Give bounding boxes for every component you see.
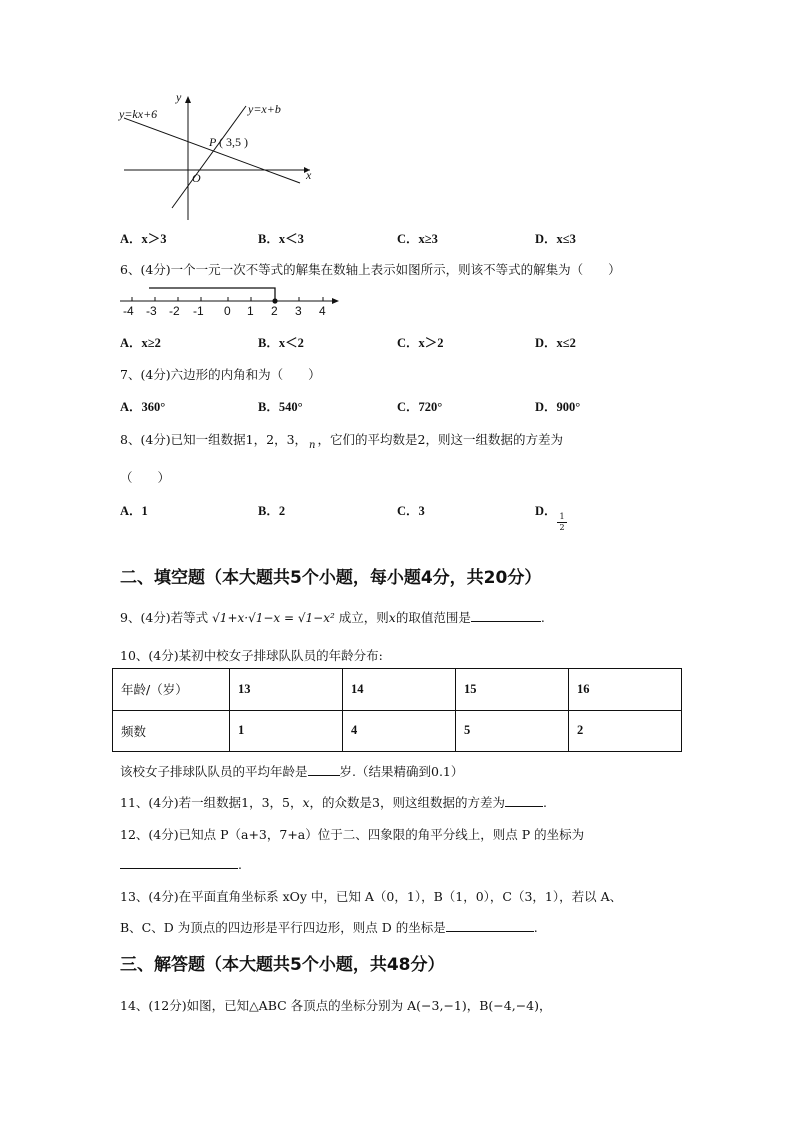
q13-answer-blank[interactable]	[446, 919, 534, 932]
q9-end: .	[540, 610, 545, 625]
q8-text-a: 8、(4分)已知一组数据1，2，3，	[120, 432, 308, 447]
q8-paren: （ ）	[120, 470, 171, 485]
tick-label: -4	[123, 304, 134, 318]
line1-label: y=kx+6	[119, 107, 158, 121]
tick-label: 3	[295, 304, 302, 318]
table-cell: 1	[230, 710, 343, 752]
table-cell: 16	[569, 669, 682, 711]
frac-denominator: 2	[559, 523, 565, 532]
q10-after-b: 岁.（结果精确到0.1）	[339, 764, 464, 779]
tick-label: 4	[319, 304, 326, 318]
q6-option-d: D．x≤2	[535, 336, 576, 350]
q5-option-c: C．x≥3	[397, 232, 438, 246]
q11-answer-blank[interactable]	[505, 794, 543, 807]
y-axis-label: y	[176, 90, 182, 104]
section-2-heading: 二、填空题（本大题共5个小题，每小题4分，共20分）	[120, 568, 542, 588]
q12-answer-blank[interactable]	[120, 856, 238, 869]
q11-text	[120, 793, 547, 811]
table-cell: 14	[343, 669, 456, 711]
table-cell: 频数	[113, 710, 230, 752]
tick-label: -1	[193, 304, 204, 318]
q7-option-a: A．360°	[120, 400, 166, 414]
q13-line1: 13、(4分)在平面直角坐标系 xOy 中，已知 A（0，1），B（1，0），C（3，1），若以 A、	[120, 889, 623, 904]
q8-fraction	[557, 512, 567, 533]
q7-option-b: B．540°	[258, 400, 303, 414]
q8-option-d: D．	[535, 504, 557, 518]
q11-var: x	[302, 795, 310, 810]
tick-label: -3	[146, 304, 157, 318]
q8-text	[120, 430, 563, 451]
q9-answer-blank[interactable]	[471, 609, 541, 622]
q14-text: 14、(12分)如图，已知△ABC 各顶点的坐标分别为 A(−3,−1)，B(−4,−4)，	[120, 998, 552, 1013]
q9-suffix: 的取值范围是	[395, 610, 471, 625]
q8-var-n: n	[309, 440, 316, 451]
q6-text: 6、(4分)一个一元一次不等式的解集在数轴上表示如图所示，则该不等式的解集为（ ）	[120, 262, 621, 277]
q9-mid: 成立，则	[338, 610, 389, 625]
table-cell: 5	[456, 710, 569, 752]
q12-answer-line	[120, 856, 242, 872]
q9-prefix: 9、(4分)若等式	[120, 610, 209, 625]
q11-text-a: 11、(4分)若一组数据1，3，5，	[120, 795, 303, 810]
q13-line2	[120, 918, 538, 936]
q9-var: x	[388, 610, 396, 625]
frac-numerator: 1	[557, 512, 567, 523]
tick-label: 2	[271, 304, 278, 318]
q13-line2-text: B、C、D 为顶点的四边形是平行四边形，则点 D 的坐标是	[120, 920, 446, 935]
q12-end: .	[238, 857, 242, 872]
q12-text: 12、(4分)已知点 P（a+3，7+a）位于二、四象限的角平分线上，则点 P 的坐标为	[120, 827, 585, 842]
q8-option-a: A．1	[120, 504, 148, 518]
q5-option-d: D．x≤3	[535, 232, 576, 246]
q7-option-c: C．720°	[397, 400, 443, 414]
q13-end: .	[533, 920, 538, 935]
q10-after-a: 该校女子排球队队员的平均年龄是	[120, 764, 308, 779]
point-p-label: P	[209, 135, 217, 149]
point-p-coords: ( 3,5 )	[219, 135, 248, 149]
table-row	[113, 669, 682, 711]
q9-text	[120, 608, 545, 626]
q8-option-b: B．2	[258, 504, 286, 518]
q11-text-b: ，的众数是3，则这组数据的方差为	[309, 795, 506, 810]
x-axis-label: x	[306, 168, 312, 182]
q8-option-c: C．3	[397, 504, 425, 518]
section-3-heading: 三、解答题（本大题共5个小题，共48分）	[120, 955, 445, 975]
q9-formula: √1+x·√1−x = √1−x²	[212, 611, 335, 625]
table-cell: 4	[343, 710, 456, 752]
table-row	[113, 710, 682, 752]
tick-label: -2	[169, 304, 180, 318]
q7-text: 7、(4分)六边形的内角和为（ ）	[120, 367, 321, 382]
q7-option-d: D．900°	[535, 400, 581, 414]
line2-label: y=x+b	[248, 102, 281, 116]
tick-label: 1	[247, 304, 254, 318]
origin-label: O	[192, 171, 201, 185]
q6-option-a: A．x≥2	[120, 336, 161, 350]
q10-text: 10、(4分)某初中校女子排球队队员的年龄分布:	[120, 648, 383, 663]
age-frequency-table	[112, 668, 682, 752]
tick-label: 0	[224, 304, 231, 318]
q6-option-c: C．x＞2	[397, 336, 444, 350]
table-cell: 2	[569, 710, 682, 752]
table-cell: 年龄/（岁）	[113, 669, 230, 711]
q6-option-b: B．x＜2	[258, 336, 304, 350]
q11-end: .	[543, 795, 547, 810]
table-cell: 15	[456, 669, 569, 711]
number-line-ticks	[115, 304, 345, 320]
table-cell: 13	[230, 669, 343, 711]
q10-answer-blank[interactable]	[308, 763, 340, 776]
q5-option-a: A．x＞3	[120, 232, 167, 246]
q8-text-b: ，它们的平均数是2，则这一组数据的方差为	[317, 432, 563, 447]
q10-followup	[120, 762, 463, 780]
q5-option-b: B．x＜3	[258, 232, 304, 246]
